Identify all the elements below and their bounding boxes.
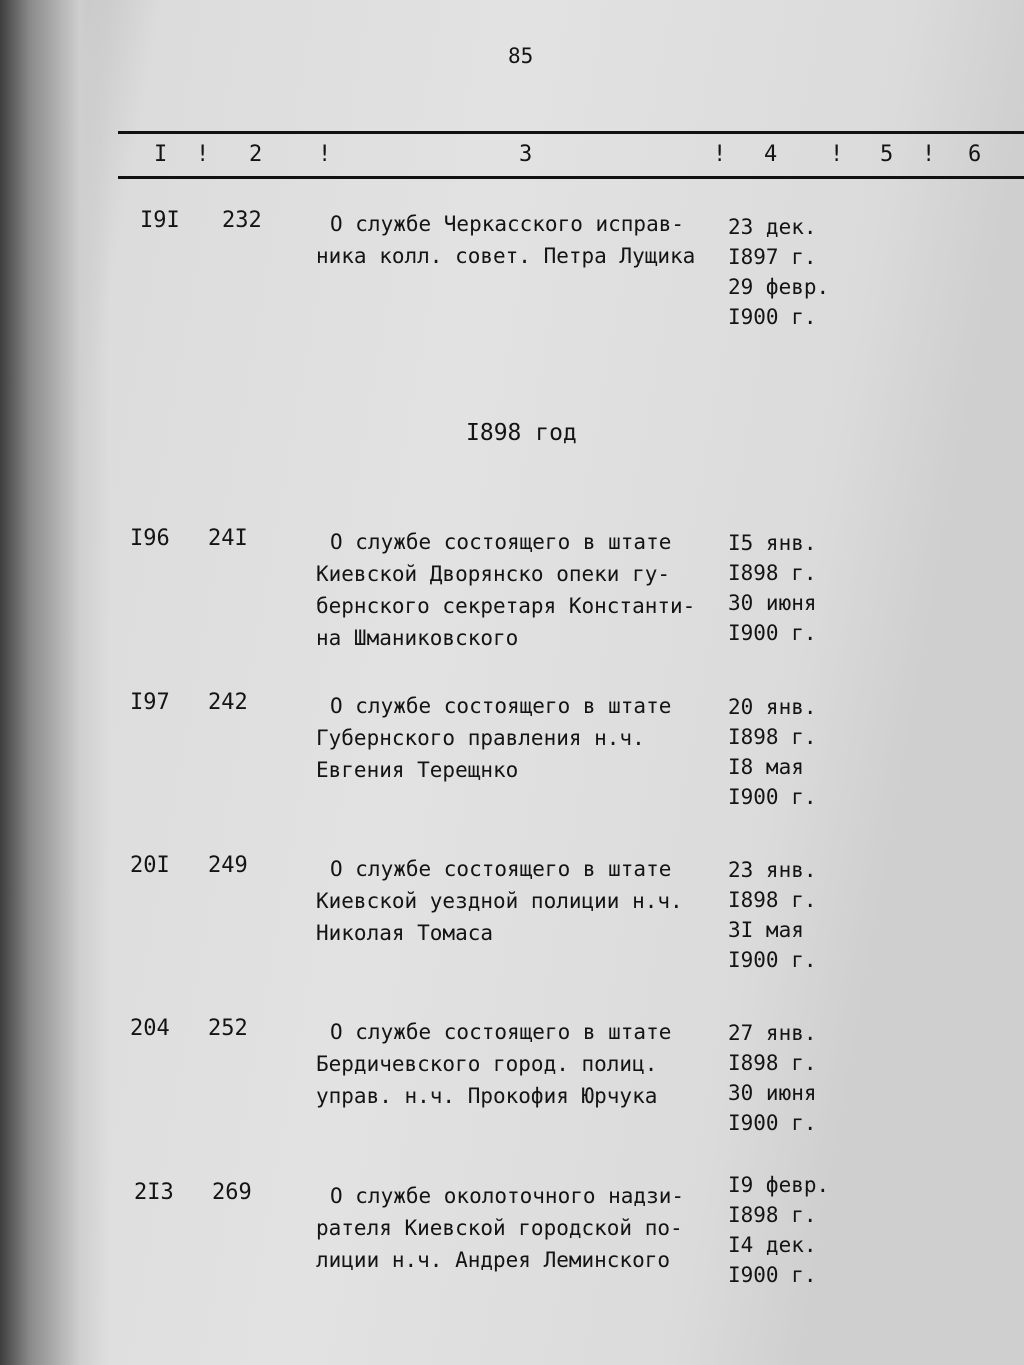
- date-line: 30 июня: [728, 1081, 817, 1105]
- header-separator: !: [196, 142, 210, 167]
- date-line: I900 г.: [728, 1263, 817, 1287]
- description-line: О службе Черкасского исправ-: [330, 212, 685, 236]
- entry-dates: [728, 528, 838, 648]
- date-line: I900 г.: [728, 621, 817, 645]
- entry-dates: [728, 692, 838, 812]
- entry-description: [316, 1180, 740, 1276]
- description-line: Николая Томаса: [316, 921, 494, 945]
- header-top-rule: [118, 131, 1024, 134]
- entry-number: 204: [130, 1016, 170, 1041]
- date-line: 27 янв.: [728, 1021, 817, 1045]
- entry-dates: [728, 855, 838, 975]
- description-line: бернского секретаря Константи-: [316, 594, 696, 618]
- date-line: I900 г.: [728, 305, 817, 329]
- entry-number: I97: [130, 690, 170, 715]
- entry-description: [316, 1016, 740, 1112]
- description-line: Губернского правления н.ч.: [316, 726, 645, 750]
- date-line: I897 г.: [728, 245, 817, 269]
- header-bottom-rule: [118, 176, 1024, 179]
- date-line: I898 г.: [728, 1203, 817, 1227]
- header-col-5: 5: [880, 142, 894, 167]
- date-line: I900 г.: [728, 1111, 817, 1135]
- year-heading: I898 год: [466, 420, 577, 446]
- book-page-edge: [0, 0, 110, 1365]
- description-line: Евгения Терещнко: [316, 758, 519, 782]
- date-line: I898 г.: [728, 1051, 817, 1075]
- description-line: управ. н.ч. Прокофия Юрчука: [316, 1084, 658, 1108]
- header-col-3: 3: [519, 142, 533, 167]
- description-line: рателя Киевской городской по-: [316, 1216, 683, 1240]
- date-line: I898 г.: [728, 725, 817, 749]
- entry-dates: [728, 1170, 838, 1290]
- date-line: I900 г.: [728, 785, 817, 809]
- header-separator: !: [922, 142, 936, 167]
- description-line: О службе состоящего в штате: [330, 530, 672, 554]
- date-line: 23 янв.: [728, 858, 817, 882]
- description-line: Киевской Дворянско опеки гу-: [316, 562, 671, 586]
- file-number: 232: [222, 208, 262, 233]
- file-number: 269: [212, 1180, 252, 1205]
- description-line: О службе околоточного надзи-: [330, 1184, 685, 1208]
- header-separator: !: [318, 142, 332, 167]
- entry-number: 2I3: [134, 1180, 174, 1205]
- entry-number: 20I: [130, 853, 170, 878]
- page-number: 85: [508, 44, 534, 68]
- file-number: 249: [208, 853, 248, 878]
- header-col-1: I: [154, 142, 168, 167]
- description-line: О службе состоящего в штате: [330, 694, 672, 718]
- date-line: 20 янв.: [728, 695, 817, 719]
- description-line: лиции н.ч. Андрея Леминского: [316, 1248, 671, 1272]
- entry-description: [316, 853, 740, 949]
- description-line: О службе состоящего в штате: [330, 857, 672, 881]
- entry-number: I96: [130, 526, 170, 551]
- file-number: 242: [208, 690, 248, 715]
- date-line: I900 г.: [728, 948, 817, 972]
- date-line: 29 февр.: [728, 275, 830, 299]
- file-number: 24I: [208, 526, 248, 551]
- description-line: О службе состоящего в штате: [330, 1020, 672, 1044]
- entry-number: I9I: [140, 208, 180, 233]
- date-line: I9 февр.: [728, 1173, 830, 1197]
- header-col-2: 2: [249, 142, 263, 167]
- header-separator: !: [713, 142, 727, 167]
- description-line: на Шманиковского: [316, 626, 519, 650]
- header-separator: !: [830, 142, 844, 167]
- date-line: I8 мая: [728, 755, 804, 779]
- entry-description: [316, 208, 740, 272]
- header-col-4: 4: [764, 142, 778, 167]
- date-line: I898 г.: [728, 888, 817, 912]
- entry-description: [316, 690, 740, 786]
- date-line: 23 дек.: [728, 215, 817, 239]
- description-line: Бердичевского город. полиц.: [316, 1052, 658, 1076]
- date-line: 3I мая: [728, 918, 804, 942]
- description-line: Киевской уездной полиции н.ч.: [316, 889, 683, 913]
- date-line: 30 июня: [728, 591, 817, 615]
- date-line: I898 г.: [728, 561, 817, 585]
- entry-dates: [728, 212, 838, 332]
- description-line: ника колл. совет. Петра Лущика: [316, 244, 696, 268]
- entry-dates: [728, 1018, 838, 1138]
- header-col-6: 6: [968, 142, 982, 167]
- date-line: I4 дек.: [728, 1233, 817, 1257]
- entry-description: [316, 526, 740, 654]
- file-number: 252: [208, 1016, 248, 1041]
- date-line: I5 янв.: [728, 531, 817, 555]
